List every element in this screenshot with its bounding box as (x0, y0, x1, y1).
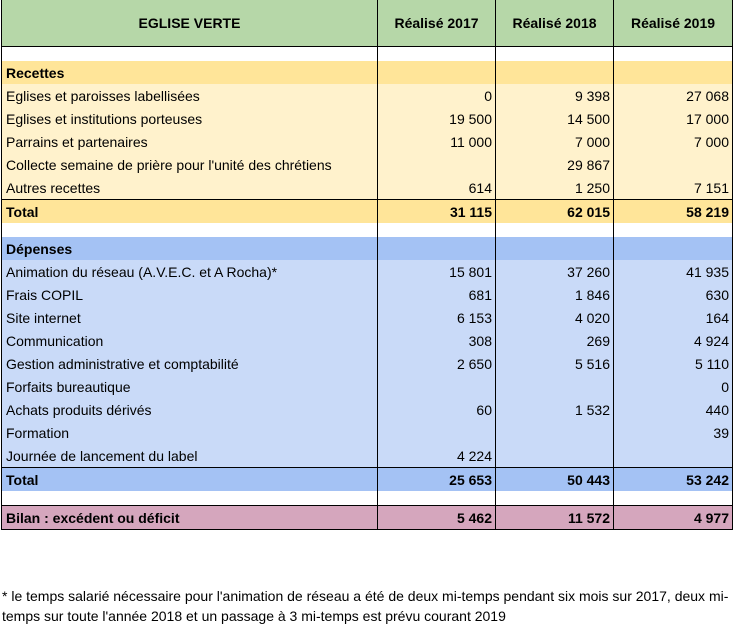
total-2019: 53 242 (614, 468, 733, 492)
cell-2017 (378, 421, 496, 444)
cell-2018: 29 867 (496, 153, 614, 176)
table-row (2, 444, 733, 468)
cell-2017: 19 500 (378, 107, 496, 130)
cell-2017: 614 (378, 176, 496, 200)
table-row (2, 130, 733, 153)
cell-2018: 4 020 (496, 306, 614, 329)
cell-2018: 269 (496, 329, 614, 352)
total-2017: 31 115 (378, 200, 496, 224)
cell-2019: 7 000 (614, 130, 733, 153)
bilan-2017: 5 462 (378, 506, 496, 530)
depenses-total-row (2, 468, 733, 492)
cell-2018: 7 000 (496, 130, 614, 153)
cell-2018: 1 846 (496, 283, 614, 306)
cell-2019: 39 (614, 421, 733, 444)
table-row (2, 260, 733, 283)
row-label: Eglises et paroisses labellisées (2, 84, 378, 107)
cell-2019: 440 (614, 398, 733, 421)
bilan-2019: 4 977 (614, 506, 733, 530)
spacer-row (2, 47, 733, 62)
budget-table (1, 0, 733, 530)
row-label: Forfaits bureautique (2, 375, 378, 398)
header-row (2, 0, 733, 47)
table-row (2, 153, 733, 176)
table-row (2, 375, 733, 398)
row-label: Autres recettes (2, 176, 378, 200)
cell-2019: 41 935 (614, 260, 733, 283)
cell-2019 (614, 444, 733, 468)
bilan-row (2, 506, 733, 530)
cell-2018 (496, 375, 614, 398)
cell-2018: 14 500 (496, 107, 614, 130)
recettes-section-header (2, 61, 733, 84)
cell-2019: 17 000 (614, 107, 733, 130)
cell-2017: 6 153 (378, 306, 496, 329)
cell-2017: 0 (378, 84, 496, 107)
total-2018: 62 015 (496, 200, 614, 224)
cell-2017: 4 224 (378, 444, 496, 468)
row-label: Journée de lancement du label (2, 444, 378, 468)
spacer-row (2, 223, 733, 237)
table-row (2, 283, 733, 306)
table-row (2, 176, 733, 200)
table-row (2, 421, 733, 444)
row-label: Parrains et partenaires (2, 130, 378, 153)
row-label: Achats produits dérivés (2, 398, 378, 421)
cell-2019: 7 151 (614, 176, 733, 200)
cell-2017 (378, 375, 496, 398)
table-row (2, 107, 733, 130)
recettes-section-label: Recettes (2, 61, 378, 84)
table-row (2, 329, 733, 352)
cell-2019: 0 (614, 375, 733, 398)
total-label: Total (2, 468, 378, 492)
bilan-label: Bilan : excédent ou déficit (2, 506, 378, 530)
cell-2019: 27 068 (614, 84, 733, 107)
cell-2019: 5 110 (614, 352, 733, 375)
recettes-total-row (2, 200, 733, 224)
row-label: Communication (2, 329, 378, 352)
total-2017: 25 653 (378, 468, 496, 492)
spacer-row (2, 491, 733, 506)
cell-2019: 4 924 (614, 329, 733, 352)
row-label: Frais COPIL (2, 283, 378, 306)
cell-2019 (614, 153, 733, 176)
bilan-2018: 11 572 (496, 506, 614, 530)
year-header-2018: Réalisé 2018 (496, 0, 614, 47)
table-row (2, 398, 733, 421)
cell-2019: 164 (614, 306, 733, 329)
table-row (2, 306, 733, 329)
row-label: Site internet (2, 306, 378, 329)
cell-2017: 60 (378, 398, 496, 421)
row-label: Collecte semaine de prière pour l'unité des chrétiens (2, 153, 378, 176)
cell-2017: 308 (378, 329, 496, 352)
cell-2018 (496, 444, 614, 468)
row-label: Animation du réseau (A.V.E.C. et A Rocha)* (2, 260, 378, 283)
cell-2018: 1 532 (496, 398, 614, 421)
footnote: * le temps salarié nécessaire pour l'animation de réseau a été de deux mi-temps pendant six mois sur 2017, deux mi-temps sur toute l'année 2018 et un passage à 3 mi-temps est prévu courant 2019 (2, 588, 729, 624)
total-2018: 50 443 (496, 468, 614, 492)
cell-2018: 1 250 (496, 176, 614, 200)
row-label: Gestion administrative et comptabilité (2, 352, 378, 375)
depenses-section-header (2, 237, 733, 260)
table-row (2, 352, 733, 375)
cell-2018: 5 516 (496, 352, 614, 375)
year-header-2017: Réalisé 2017 (378, 0, 496, 47)
cell-2018: 9 398 (496, 84, 614, 107)
row-label: Eglises et institutions porteuses (2, 107, 378, 130)
cell-2017: 15 801 (378, 260, 496, 283)
cell-2018: 37 260 (496, 260, 614, 283)
cell-2017: 11 000 (378, 130, 496, 153)
year-header-2019: Réalisé 2019 (614, 0, 733, 47)
table-title: EGLISE VERTE (2, 0, 378, 47)
cell-2017: 681 (378, 283, 496, 306)
depenses-section-label: Dépenses (2, 237, 378, 260)
row-label: Formation (2, 421, 378, 444)
cell-2018 (496, 421, 614, 444)
cell-2017: 2 650 (378, 352, 496, 375)
cell-2019: 630 (614, 283, 733, 306)
table-row (2, 84, 733, 107)
cell-2017 (378, 153, 496, 176)
total-label: Total (2, 200, 378, 224)
total-2019: 58 219 (614, 200, 733, 224)
